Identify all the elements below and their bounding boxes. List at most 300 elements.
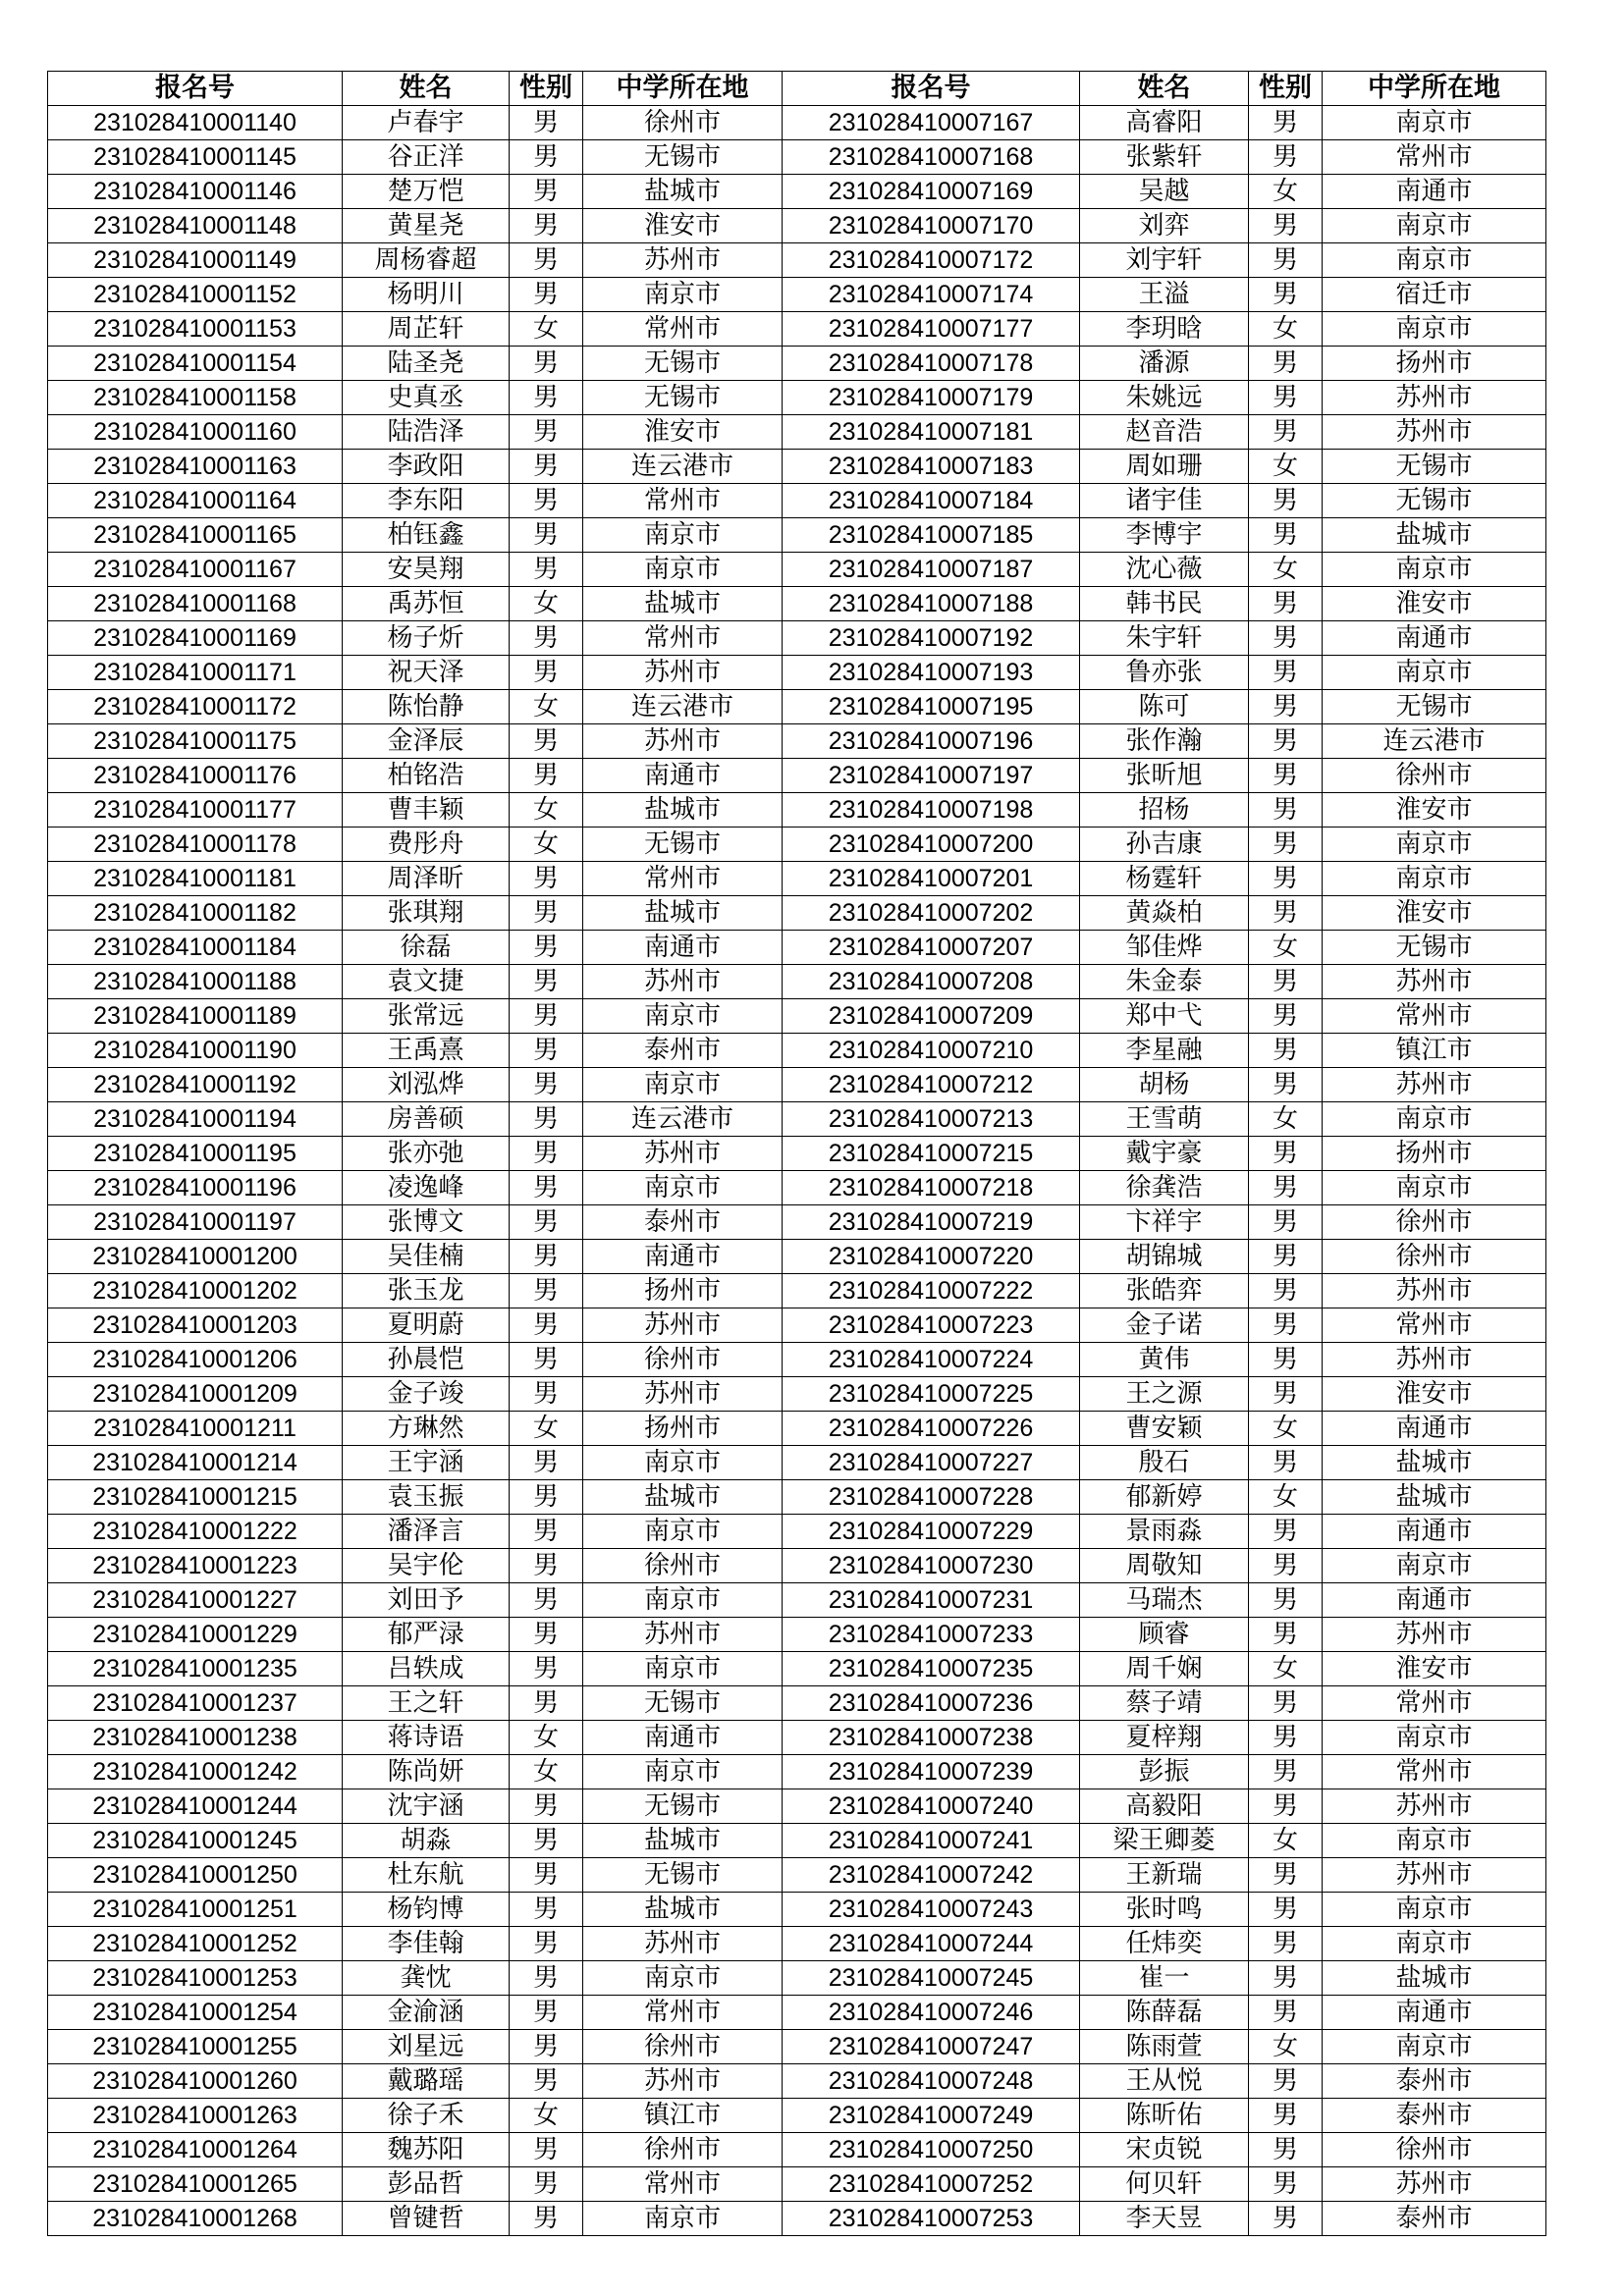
cell-name-2: 周敬知 xyxy=(1080,1549,1249,1583)
cell-registration-number: 231028410001253 xyxy=(48,1961,343,1996)
cell-registration-number: 231028410001178 xyxy=(48,828,343,862)
cell-school-location: 徐州市 xyxy=(583,2030,783,2064)
cell-school-location: 南京市 xyxy=(583,1446,783,1480)
cell-school-location: 盐城市 xyxy=(583,1824,783,1858)
cell-name: 金泽辰 xyxy=(343,724,510,759)
cell-school-location: 常州市 xyxy=(583,2167,783,2202)
table-row xyxy=(48,965,1546,999)
cell-gender: 男 xyxy=(510,2064,583,2099)
cell-name: 王禹熹 xyxy=(343,1034,510,1068)
cell-gender: 男 xyxy=(510,553,583,587)
table-row xyxy=(48,2202,1546,2236)
cell-registration-number: 231028410001181 xyxy=(48,862,343,896)
cell-registration-number: 231028410001194 xyxy=(48,1102,343,1137)
cell-name: 杨明川 xyxy=(343,278,510,312)
cell-name-2: 孙吉康 xyxy=(1080,828,1249,862)
cell-registration-number: 231028410001215 xyxy=(48,1480,343,1515)
cell-name-2: 王之源 xyxy=(1080,1377,1249,1412)
cell-gender: 男 xyxy=(510,1961,583,1996)
cell-registration-number-2: 231028410007218 xyxy=(783,1171,1080,1205)
cell-school-location: 常州市 xyxy=(583,484,783,518)
cell-gender: 男 xyxy=(510,931,583,965)
cell-registration-number: 231028410001206 xyxy=(48,1343,343,1377)
cell-gender: 女 xyxy=(510,312,583,347)
cell-school-location-2: 徐州市 xyxy=(1323,1240,1546,1274)
cell-name: 周芷轩 xyxy=(343,312,510,347)
cell-school-location-2: 常州市 xyxy=(1323,1755,1546,1789)
cell-gender-2: 男 xyxy=(1249,106,1323,140)
table-row xyxy=(48,1102,1546,1137)
cell-school-location-2: 苏州市 xyxy=(1323,381,1546,415)
cell-school-location: 南京市 xyxy=(583,1171,783,1205)
cell-gender: 男 xyxy=(510,656,583,690)
cell-registration-number: 231028410001265 xyxy=(48,2167,343,2202)
cell-registration-number-2: 231028410007169 xyxy=(783,175,1080,209)
header-school-location-2: 中学所在地 xyxy=(1323,72,1546,106)
table-row xyxy=(48,1480,1546,1515)
table-row xyxy=(48,484,1546,518)
cell-school-location: 徐州市 xyxy=(583,106,783,140)
cell-gender-2: 男 xyxy=(1249,1068,1323,1102)
cell-gender-2: 男 xyxy=(1249,1171,1323,1205)
cell-name: 吴佳楠 xyxy=(343,1240,510,1274)
cell-gender-2: 女 xyxy=(1249,1102,1323,1137)
cell-name-2: 赵音浩 xyxy=(1080,415,1249,450)
cell-school-location: 无锡市 xyxy=(583,1858,783,1893)
cell-name: 王之轩 xyxy=(343,1686,510,1721)
cell-gender: 男 xyxy=(510,1034,583,1068)
table-row xyxy=(48,793,1546,828)
cell-registration-number: 231028410001160 xyxy=(48,415,343,450)
table-row xyxy=(48,243,1546,278)
table-row xyxy=(48,1034,1546,1068)
cell-registration-number-2: 231028410007241 xyxy=(783,1824,1080,1858)
cell-name: 潘泽言 xyxy=(343,1515,510,1549)
cell-gender-2: 男 xyxy=(1249,278,1323,312)
cell-gender: 男 xyxy=(510,1618,583,1652)
cell-registration-number: 231028410001158 xyxy=(48,381,343,415)
cell-school-location-2: 南京市 xyxy=(1323,106,1546,140)
cell-registration-number: 231028410001145 xyxy=(48,140,343,175)
cell-school-location: 淮安市 xyxy=(583,415,783,450)
cell-registration-number: 231028410001167 xyxy=(48,553,343,587)
cell-name: 张琪翔 xyxy=(343,896,510,931)
cell-registration-number-2: 231028410007200 xyxy=(783,828,1080,862)
cell-school-location-2: 盐城市 xyxy=(1323,1961,1546,1996)
cell-school-location-2: 常州市 xyxy=(1323,999,1546,1034)
table-row xyxy=(48,2133,1546,2167)
cell-gender: 男 xyxy=(510,621,583,656)
cell-registration-number: 231028410001188 xyxy=(48,965,343,999)
cell-school-location: 盐城市 xyxy=(583,1893,783,1927)
cell-name: 祝天泽 xyxy=(343,656,510,690)
cell-gender-2: 女 xyxy=(1249,2030,1323,2064)
cell-school-location-2: 南京市 xyxy=(1323,312,1546,347)
cell-name-2: 郁新婷 xyxy=(1080,1480,1249,1515)
cell-name: 周杨睿超 xyxy=(343,243,510,278)
cell-school-location-2: 镇江市 xyxy=(1323,1034,1546,1068)
table-row xyxy=(48,1068,1546,1102)
cell-school-location: 南通市 xyxy=(583,1240,783,1274)
cell-gender: 男 xyxy=(510,106,583,140)
cell-gender-2: 女 xyxy=(1249,312,1323,347)
cell-gender-2: 女 xyxy=(1249,931,1323,965)
cell-name: 孙晨恺 xyxy=(343,1343,510,1377)
cell-registration-number-2: 231028410007192 xyxy=(783,621,1080,656)
cell-name: 柏钰鑫 xyxy=(343,518,510,553)
cell-registration-number: 231028410001148 xyxy=(48,209,343,243)
cell-name-2: 彭振 xyxy=(1080,1755,1249,1789)
cell-gender: 男 xyxy=(510,209,583,243)
cell-gender-2: 男 xyxy=(1249,621,1323,656)
table-row xyxy=(48,381,1546,415)
cell-registration-number: 231028410001254 xyxy=(48,1996,343,2030)
cell-school-location-2: 南京市 xyxy=(1323,1927,1546,1961)
cell-gender-2: 男 xyxy=(1249,793,1323,828)
cell-school-location: 常州市 xyxy=(583,862,783,896)
cell-school-location-2: 南通市 xyxy=(1323,1583,1546,1618)
table-row xyxy=(48,1308,1546,1343)
cell-school-location: 南京市 xyxy=(583,1961,783,1996)
cell-registration-number-2: 231028410007179 xyxy=(783,381,1080,415)
cell-school-location-2: 南京市 xyxy=(1323,828,1546,862)
cell-gender-2: 男 xyxy=(1249,1721,1323,1755)
cell-school-location-2: 盐城市 xyxy=(1323,518,1546,553)
cell-name: 陈尚妍 xyxy=(343,1755,510,1789)
cell-registration-number-2: 231028410007181 xyxy=(783,415,1080,450)
cell-school-location: 泰州市 xyxy=(583,1034,783,1068)
table-row xyxy=(48,347,1546,381)
cell-school-location: 苏州市 xyxy=(583,1308,783,1343)
cell-name: 徐磊 xyxy=(343,931,510,965)
cell-gender: 男 xyxy=(510,1377,583,1412)
cell-school-location-2: 苏州市 xyxy=(1323,1343,1546,1377)
cell-school-location-2: 连云港市 xyxy=(1323,724,1546,759)
cell-school-location: 南通市 xyxy=(583,759,783,793)
cell-gender: 男 xyxy=(510,1515,583,1549)
cell-registration-number: 231028410001245 xyxy=(48,1824,343,1858)
cell-registration-number: 231028410001203 xyxy=(48,1308,343,1343)
cell-registration-number: 231028410001177 xyxy=(48,793,343,828)
cell-gender: 男 xyxy=(510,862,583,896)
cell-name: 陆圣尧 xyxy=(343,347,510,381)
cell-school-location-2: 苏州市 xyxy=(1323,1618,1546,1652)
cell-gender-2: 女 xyxy=(1249,1652,1323,1686)
cell-name-2: 金子诺 xyxy=(1080,1308,1249,1343)
cell-name-2: 陈昕佑 xyxy=(1080,2099,1249,2133)
cell-school-location-2: 南京市 xyxy=(1323,243,1546,278)
cell-name-2: 高毅阳 xyxy=(1080,1789,1249,1824)
cell-name-2: 朱金泰 xyxy=(1080,965,1249,999)
cell-gender-2: 男 xyxy=(1249,243,1323,278)
cell-name-2: 崔一 xyxy=(1080,1961,1249,1996)
cell-gender-2: 女 xyxy=(1249,175,1323,209)
cell-gender-2: 男 xyxy=(1249,2064,1323,2099)
cell-registration-number-2: 231028410007202 xyxy=(783,896,1080,931)
cell-name: 杨子炘 xyxy=(343,621,510,656)
cell-registration-number-2: 231028410007210 xyxy=(783,1034,1080,1068)
table-row xyxy=(48,759,1546,793)
cell-school-location-2: 苏州市 xyxy=(1323,1274,1546,1308)
cell-registration-number: 231028410001182 xyxy=(48,896,343,931)
cell-name-2: 陈雨萱 xyxy=(1080,2030,1249,2064)
cell-school-location-2: 盐城市 xyxy=(1323,1480,1546,1515)
cell-name: 房善硕 xyxy=(343,1102,510,1137)
cell-gender: 男 xyxy=(510,724,583,759)
cell-school-location: 连云港市 xyxy=(583,450,783,484)
cell-school-location-2: 南京市 xyxy=(1323,2030,1546,2064)
cell-school-location: 南京市 xyxy=(583,2202,783,2236)
cell-name-2: 刘弈 xyxy=(1080,209,1249,243)
cell-school-location-2: 南京市 xyxy=(1323,553,1546,587)
table-row xyxy=(48,1137,1546,1171)
cell-registration-number: 231028410001175 xyxy=(48,724,343,759)
cell-school-location-2: 南京市 xyxy=(1323,656,1546,690)
cell-school-location-2: 南通市 xyxy=(1323,1515,1546,1549)
cell-school-location: 无锡市 xyxy=(583,140,783,175)
cell-school-location: 南京市 xyxy=(583,1068,783,1102)
cell-registration-number-2: 231028410007201 xyxy=(783,862,1080,896)
cell-gender: 男 xyxy=(510,1583,583,1618)
table-row xyxy=(48,931,1546,965)
cell-gender: 男 xyxy=(510,1686,583,1721)
cell-name-2: 马瑞杰 xyxy=(1080,1583,1249,1618)
cell-gender-2: 男 xyxy=(1249,656,1323,690)
cell-registration-number: 231028410001263 xyxy=(48,2099,343,2133)
cell-gender: 男 xyxy=(510,1858,583,1893)
cell-gender: 男 xyxy=(510,2133,583,2167)
cell-registration-number-2: 231028410007243 xyxy=(783,1893,1080,1927)
table-row xyxy=(48,1515,1546,1549)
cell-registration-number-2: 231028410007228 xyxy=(783,1480,1080,1515)
table-row xyxy=(48,587,1546,621)
cell-gender-2: 男 xyxy=(1249,1789,1323,1824)
table-row xyxy=(48,2167,1546,2202)
cell-school-location-2: 淮安市 xyxy=(1323,1652,1546,1686)
cell-gender-2: 女 xyxy=(1249,1824,1323,1858)
cell-gender-2: 男 xyxy=(1249,1927,1323,1961)
cell-registration-number: 231028410001189 xyxy=(48,999,343,1034)
cell-school-location: 南京市 xyxy=(583,1583,783,1618)
cell-name: 陆浩泽 xyxy=(343,415,510,450)
cell-school-location: 盐城市 xyxy=(583,175,783,209)
cell-registration-number-2: 231028410007220 xyxy=(783,1240,1080,1274)
cell-name: 陈怡静 xyxy=(343,690,510,724)
cell-school-location: 徐州市 xyxy=(583,1343,783,1377)
cell-school-location-2: 淮安市 xyxy=(1323,793,1546,828)
cell-registration-number: 231028410001260 xyxy=(48,2064,343,2099)
cell-school-location-2: 徐州市 xyxy=(1323,759,1546,793)
cell-school-location-2: 泰州市 xyxy=(1323,2064,1546,2099)
cell-gender: 男 xyxy=(510,759,583,793)
cell-registration-number-2: 231028410007249 xyxy=(783,2099,1080,2133)
cell-school-location-2: 淮安市 xyxy=(1323,896,1546,931)
cell-registration-number-2: 231028410007244 xyxy=(783,1927,1080,1961)
cell-registration-number-2: 231028410007195 xyxy=(783,690,1080,724)
cell-name-2: 刘宇轩 xyxy=(1080,243,1249,278)
cell-registration-number-2: 231028410007197 xyxy=(783,759,1080,793)
cell-name: 王宇涵 xyxy=(343,1446,510,1480)
cell-name-2: 任炜奕 xyxy=(1080,1927,1249,1961)
cell-school-location-2: 徐州市 xyxy=(1323,2133,1546,2167)
cell-name: 安昊翔 xyxy=(343,553,510,587)
cell-registration-number-2: 231028410007174 xyxy=(783,278,1080,312)
cell-gender: 男 xyxy=(510,1893,583,1927)
cell-gender: 男 xyxy=(510,1789,583,1824)
cell-school-location-2: 苏州市 xyxy=(1323,1789,1546,1824)
table-row xyxy=(48,862,1546,896)
cell-name-2: 王新瑞 xyxy=(1080,1858,1249,1893)
cell-school-location-2: 南通市 xyxy=(1323,1412,1546,1446)
cell-school-location-2: 宿迁市 xyxy=(1323,278,1546,312)
cell-registration-number-2: 231028410007187 xyxy=(783,553,1080,587)
cell-registration-number: 231028410001190 xyxy=(48,1034,343,1068)
cell-gender-2: 男 xyxy=(1249,1755,1323,1789)
cell-registration-number-2: 231028410007226 xyxy=(783,1412,1080,1446)
cell-gender: 男 xyxy=(510,1205,583,1240)
cell-gender: 男 xyxy=(510,1240,583,1274)
table-row xyxy=(48,140,1546,175)
cell-registration-number-2: 231028410007209 xyxy=(783,999,1080,1034)
cell-gender: 女 xyxy=(510,828,583,862)
cell-name: 龚忱 xyxy=(343,1961,510,1996)
table-row xyxy=(48,1686,1546,1721)
cell-registration-number: 231028410001251 xyxy=(48,1893,343,1927)
cell-gender-2: 男 xyxy=(1249,2133,1323,2167)
cell-registration-number-2: 231028410007222 xyxy=(783,1274,1080,1308)
cell-name-2: 诸宇佳 xyxy=(1080,484,1249,518)
cell-gender-2: 男 xyxy=(1249,1274,1323,1308)
cell-gender: 男 xyxy=(510,1996,583,2030)
cell-registration-number: 231028410001171 xyxy=(48,656,343,690)
cell-registration-number-2: 231028410007236 xyxy=(783,1686,1080,1721)
table-row xyxy=(48,415,1546,450)
cell-registration-number-2: 231028410007170 xyxy=(783,209,1080,243)
cell-name-2: 顾睿 xyxy=(1080,1618,1249,1652)
cell-registration-number-2: 231028410007229 xyxy=(783,1515,1080,1549)
cell-school-location: 无锡市 xyxy=(583,828,783,862)
cell-gender-2: 男 xyxy=(1249,1893,1323,1927)
cell-name: 张玉龙 xyxy=(343,1274,510,1308)
cell-gender-2: 男 xyxy=(1249,2167,1323,2202)
cell-registration-number: 231028410001146 xyxy=(48,175,343,209)
cell-gender: 男 xyxy=(510,2202,583,2236)
table-row xyxy=(48,621,1546,656)
cell-gender: 男 xyxy=(510,1824,583,1858)
cell-name-2: 张作瀚 xyxy=(1080,724,1249,759)
cell-name: 魏苏阳 xyxy=(343,2133,510,2167)
cell-registration-number-2: 231028410007185 xyxy=(783,518,1080,553)
cell-name: 杨钧博 xyxy=(343,1893,510,1927)
cell-gender: 男 xyxy=(510,1171,583,1205)
cell-gender-2: 男 xyxy=(1249,759,1323,793)
cell-school-location: 无锡市 xyxy=(583,381,783,415)
cell-registration-number: 231028410001169 xyxy=(48,621,343,656)
cell-school-location: 苏州市 xyxy=(583,1618,783,1652)
cell-name: 曹丰颖 xyxy=(343,793,510,828)
cell-school-location: 扬州市 xyxy=(583,1412,783,1446)
cell-school-location: 苏州市 xyxy=(583,2064,783,2099)
cell-gender-2: 男 xyxy=(1249,896,1323,931)
cell-school-location: 苏州市 xyxy=(583,1927,783,1961)
cell-registration-number-2: 231028410007247 xyxy=(783,2030,1080,2064)
table-row xyxy=(48,1996,1546,2030)
cell-name-2: 张紫轩 xyxy=(1080,140,1249,175)
cell-registration-number: 231028410001164 xyxy=(48,484,343,518)
cell-name: 史真丞 xyxy=(343,381,510,415)
cell-school-location-2: 淮安市 xyxy=(1323,587,1546,621)
cell-school-location: 南通市 xyxy=(583,931,783,965)
table-row xyxy=(48,518,1546,553)
cell-gender: 男 xyxy=(510,347,583,381)
cell-school-location: 南京市 xyxy=(583,553,783,587)
cell-school-location-2: 无锡市 xyxy=(1323,931,1546,965)
cell-name-2: 鲁亦张 xyxy=(1080,656,1249,690)
cell-registration-number: 231028410001168 xyxy=(48,587,343,621)
cell-gender: 男 xyxy=(510,1343,583,1377)
cell-gender-2: 男 xyxy=(1249,1549,1323,1583)
table-row xyxy=(48,2064,1546,2099)
table-row xyxy=(48,450,1546,484)
cell-name-2: 韩书民 xyxy=(1080,587,1249,621)
cell-gender: 男 xyxy=(510,1480,583,1515)
cell-school-location: 盐城市 xyxy=(583,1480,783,1515)
cell-registration-number-2: 231028410007177 xyxy=(783,312,1080,347)
cell-school-location-2: 南京市 xyxy=(1323,862,1546,896)
cell-name-2: 陈可 xyxy=(1080,690,1249,724)
cell-name-2: 梁王卿菱 xyxy=(1080,1824,1249,1858)
cell-gender-2: 男 xyxy=(1249,484,1323,518)
cell-registration-number-2: 231028410007253 xyxy=(783,2202,1080,2236)
cell-registration-number-2: 231028410007219 xyxy=(783,1205,1080,1240)
table-row xyxy=(48,1927,1546,1961)
cell-registration-number-2: 231028410007223 xyxy=(783,1308,1080,1343)
cell-registration-number: 231028410001235 xyxy=(48,1652,343,1686)
cell-name: 禹苏恒 xyxy=(343,587,510,621)
cell-registration-number: 231028410001252 xyxy=(48,1927,343,1961)
cell-gender-2: 男 xyxy=(1249,518,1323,553)
table-row xyxy=(48,1824,1546,1858)
cell-registration-number-2: 231028410007240 xyxy=(783,1789,1080,1824)
cell-registration-number-2: 231028410007227 xyxy=(783,1446,1080,1480)
cell-name: 方琳然 xyxy=(343,1412,510,1446)
cell-registration-number-2: 231028410007213 xyxy=(783,1102,1080,1137)
cell-school-location: 南京市 xyxy=(583,1652,783,1686)
cell-gender: 男 xyxy=(510,175,583,209)
cell-school-location: 淮安市 xyxy=(583,209,783,243)
cell-registration-number: 231028410001244 xyxy=(48,1789,343,1824)
table-row xyxy=(48,1652,1546,1686)
cell-name-2: 张昕旭 xyxy=(1080,759,1249,793)
cell-gender-2: 女 xyxy=(1249,450,1323,484)
cell-gender-2: 男 xyxy=(1249,828,1323,862)
cell-name: 袁玉振 xyxy=(343,1480,510,1515)
cell-gender: 男 xyxy=(510,1652,583,1686)
cell-gender-2: 男 xyxy=(1249,1961,1323,1996)
table-row xyxy=(48,209,1546,243)
table-row xyxy=(48,1549,1546,1583)
cell-gender-2: 男 xyxy=(1249,999,1323,1034)
cell-gender: 男 xyxy=(510,1274,583,1308)
cell-name: 金子竣 xyxy=(343,1377,510,1412)
cell-registration-number-2: 231028410007184 xyxy=(783,484,1080,518)
cell-name: 谷正洋 xyxy=(343,140,510,175)
cell-school-location: 苏州市 xyxy=(583,1137,783,1171)
cell-name: 柏铭浩 xyxy=(343,759,510,793)
cell-school-location-2: 南京市 xyxy=(1323,1102,1546,1137)
cell-registration-number: 231028410001140 xyxy=(48,106,343,140)
cell-gender-2: 男 xyxy=(1249,209,1323,243)
